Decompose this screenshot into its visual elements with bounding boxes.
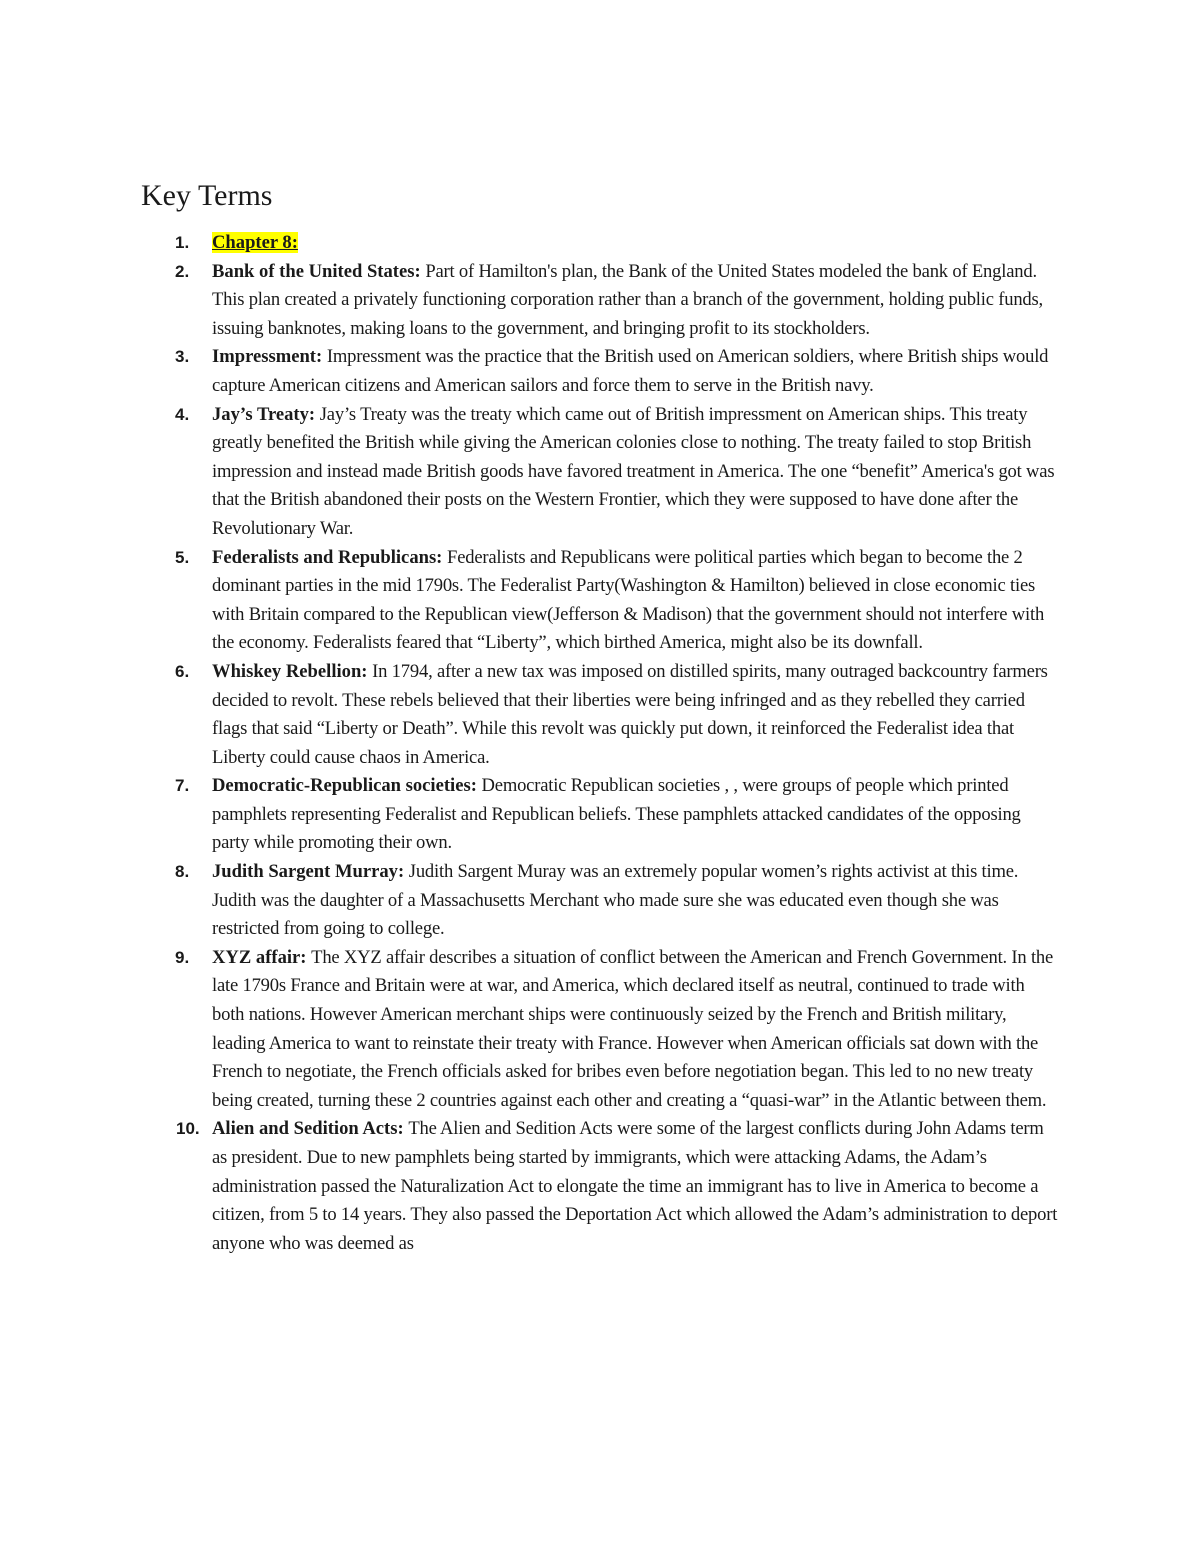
term-definition: Jay’s Treaty was the treaty which came out of British impressment on American ships. This treaty greatly benefited the British while giving the American colonies close to nothing. The treaty failed to stop British impression and instead made British goods have favored treatment in America. The one “benefit” America's got was that the British abandoned their posts on the Western Frontier, which they were supposed to have done after the Revolutionary War. xyxy=(212,403,1055,539)
item-number: 8. xyxy=(175,862,190,882)
key-terms-list xyxy=(141,229,1061,1258)
term-heading: XYZ affair: xyxy=(212,946,307,968)
list-item xyxy=(141,258,1061,344)
list-item xyxy=(141,229,1061,258)
term-definition: Federalists and Republicans were political parties which began to become the 2 dominant parties in the mid 1790s. The Federalist Party(Washington & Hamilton) believed in close economic ties with Britain compared to the Republican view(Jefferson & Madison) that the government should not interfere with the economy. Federalists feared that “Liberty”, which birthed America, might also be its downfall. xyxy=(212,546,1045,654)
item-number: 7. xyxy=(175,776,190,796)
list-item xyxy=(141,1115,1061,1258)
item-number: 5. xyxy=(175,547,190,567)
item-number: 9. xyxy=(175,947,190,967)
term-definition: Impressment was the practice that the British used on American soldiers, where British ships would capture American citizens and American sailors and force them to serve in the British navy. xyxy=(212,346,1049,396)
chapter-heading: Chapter 8: xyxy=(212,232,298,253)
term-heading: Democratic-Republican societies: xyxy=(212,775,477,797)
term-definition: The XYZ affair describes a situation of conflict between the American and French Government. In the late 1790s France and Britain were at war, and America, which declared itself as neutral, continued to trade with both nations. However American merchant ships were continuously seized by the French and British military, leading America to want to reinstate their treaty with France. However when American officials sat down with the French to negotiate, the French officials asked for bribes even before negotiation began. This led to no new treaty being created, turning these 2 countries against each other and creating a “quasi-war” in the Atlantic between them. xyxy=(212,946,1054,1111)
term-heading: Impressment: xyxy=(212,346,323,368)
term-heading: Whiskey Rebellion: xyxy=(212,660,368,682)
item-number: 4. xyxy=(175,404,190,424)
term-heading: Federalists and Republicans: xyxy=(212,546,443,568)
item-number: 6. xyxy=(175,661,190,681)
term-definition: Judith Sargent Muray was an extremely popular women’s rights activist at this time. Judith was the daughter of a Massachusetts Merchant who made sure she was educated even though she was restricted from going to college. xyxy=(212,861,1019,940)
term-definition: Part of Hamilton's plan, the Bank of the United States modeled the bank of England. This plan created a privately functioning corporation rather than a branch of the government, holding public funds, issuing banknotes, making loans to the government, and bringing profit to its stockholders. xyxy=(212,260,1044,339)
term-heading: Judith Sargent Murray: xyxy=(212,861,405,883)
page-title: Key Terms xyxy=(141,179,273,212)
list-item xyxy=(141,658,1061,772)
item-number: 3. xyxy=(175,347,190,367)
term-heading: Alien and Sedition Acts: xyxy=(212,1118,404,1140)
term-heading: Jay’s Treaty: xyxy=(212,403,316,425)
list-item xyxy=(141,343,1061,400)
item-number: 2. xyxy=(175,261,190,281)
term-definition: In 1794, after a new tax was imposed on distilled spirits, many outraged backcountry farmers decided to revolt. These rebels believed that their liberties were being infringed and as they rebelled they carried flags that said “Liberty or Death”. While this revolt was quickly put down, it reinforced the Federalist idea that Liberty could cause chaos in America. xyxy=(212,660,1048,768)
item-number: 10. xyxy=(176,1119,200,1139)
list-item xyxy=(141,772,1061,858)
term-definition: The Alien and Sedition Acts were some of the largest conflicts during John Adams term as president. Due to new pamphlets being started by immigrants, which were attacking Adams, the Adam’s administration passed the Naturalization Act to elongate the time an immigrant has to live in America to become a citizen, from 5 to 14 years. They also passed the Deportation Act which allowed the Adam’s administration to deport anyone who was deemed as xyxy=(212,1118,1058,1254)
term-heading: Bank of the United States: xyxy=(212,260,421,282)
term-definition: Democratic Republican societies , , were groups of people which printed pamphlets representing Federalist and Republican beliefs. These pamphlets attacked candidates of the opposing party while promoting their own. xyxy=(212,775,1021,854)
list-item xyxy=(141,544,1061,658)
list-item xyxy=(141,944,1061,1116)
item-number: 1. xyxy=(175,233,190,252)
list-item xyxy=(141,401,1061,544)
list-item xyxy=(141,858,1061,944)
